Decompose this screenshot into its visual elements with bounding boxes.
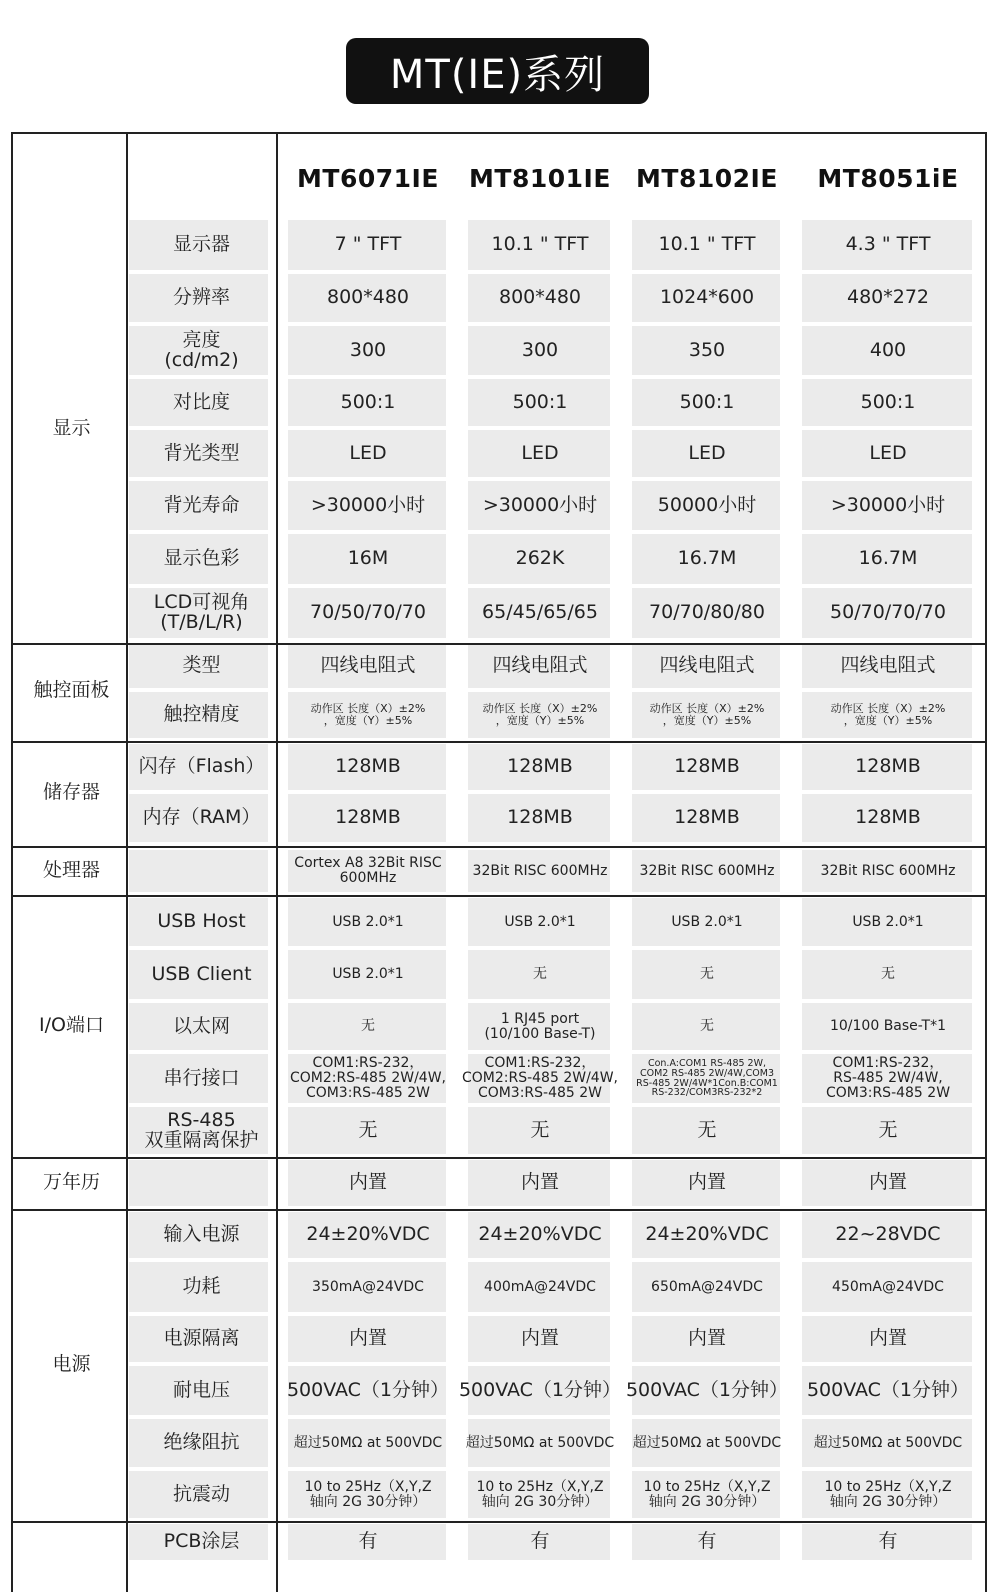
cell-ram-memory-4: 128MB bbox=[855, 806, 921, 829]
cell-power-consumption-3: 650mA@24VDC bbox=[651, 1278, 763, 1295]
group-power: 电源 bbox=[52, 1353, 91, 1376]
cell-lcd-viewing-angle-1: 70/50/70/70 bbox=[310, 601, 426, 624]
cell-input-power-2: 24±20%VDC bbox=[478, 1223, 602, 1246]
cell-touch-accuracy-4: 动作区 长度（X）±2% ，宽度（Y）±5% bbox=[830, 702, 946, 727]
cell-withstand-voltage-1: 500VAC（1分钟） bbox=[286, 1378, 450, 1401]
spec-table bbox=[11, 132, 987, 1592]
cell-processor-4: 32Bit RISC 600MHz bbox=[820, 862, 956, 879]
cell-insulation-resistance-4: 超过50MΩ at 500VDC bbox=[813, 1434, 963, 1451]
cell-usb-host-1: USB 2.0*1 bbox=[332, 913, 404, 930]
cell-usb-client-4: 无 bbox=[881, 966, 895, 983]
cell-touch-accuracy-3: 动作区 长度（X）±2% ，宽度（Y）±5% bbox=[649, 702, 765, 727]
row-label-resolution: 分辨率 bbox=[172, 286, 230, 309]
cell-resolution-4: 480*272 bbox=[846, 286, 930, 309]
cell-power-isolation-1: 内置 bbox=[348, 1327, 387, 1350]
cell-rs485-isolation-3: 无 bbox=[697, 1118, 717, 1141]
row-label-ethernet: 以太网 bbox=[172, 1014, 230, 1037]
cell-ethernet-2: 1 RJ45 port (10/100 Base-T) bbox=[484, 1010, 596, 1042]
cell-rs485-isolation-2: 无 bbox=[530, 1118, 550, 1141]
group-storage: 储存器 bbox=[42, 781, 100, 804]
model-header-3: MT8102IE bbox=[636, 163, 778, 193]
cell-resolution-1: 800*480 bbox=[326, 286, 410, 309]
model-header-4: MT8051iE bbox=[817, 163, 959, 193]
cell-touch-type-2: 四线电阻式 bbox=[492, 654, 588, 677]
cell-ethernet-1: 无 bbox=[361, 1018, 375, 1035]
cell-power-isolation-3: 内置 bbox=[687, 1327, 726, 1350]
cell-rtc-4: 内置 bbox=[868, 1171, 907, 1194]
cell-lcd-viewing-angle-2: 65/45/65/65 bbox=[482, 601, 598, 624]
cell-display-size-1: 7 " TFT bbox=[334, 233, 402, 256]
row-label-input-power: 输入电源 bbox=[163, 1223, 240, 1246]
row-label-display-colors: 显示色彩 bbox=[163, 547, 240, 570]
cell-rtc-3: 内置 bbox=[687, 1171, 726, 1194]
cell-display-size-4: 4.3 " TFT bbox=[845, 233, 931, 256]
cell-serial-ports-2: COM1:RS-232， COM2:RS-485 2W/4W, COM3:RS-485 2W bbox=[461, 1055, 618, 1101]
cell-display-size-2: 10.1 " TFT bbox=[491, 233, 589, 256]
group-io: I/O端口 bbox=[39, 1014, 104, 1037]
group-touch: 触控面板 bbox=[33, 679, 110, 702]
cell-touch-accuracy-1: 动作区 长度（X）±2% ，宽度（Y）±5% bbox=[310, 702, 426, 727]
cell-usb-client-2: 无 bbox=[533, 966, 547, 983]
cell-insulation-resistance-2: 超过50MΩ at 500VDC bbox=[465, 1434, 615, 1451]
cell-display-size-3: 10.1 " TFT bbox=[658, 233, 756, 256]
group-rtc: 万年历 bbox=[42, 1171, 100, 1194]
cell-processor-1: Cortex A8 32Bit RISC 600MHz bbox=[294, 855, 442, 886]
row-label-usb-client: USB Client bbox=[151, 962, 252, 985]
cell-power-consumption-1: 350mA@24VDC bbox=[312, 1278, 424, 1295]
cell-power-isolation-4: 内置 bbox=[868, 1327, 907, 1350]
cell-ram-memory-1: 128MB bbox=[335, 806, 401, 829]
cell-flash-memory-1: 128MB bbox=[335, 755, 401, 778]
row-label-ram-memory: 内存（RAM） bbox=[142, 806, 261, 829]
cell-ethernet-3: 无 bbox=[700, 1018, 714, 1035]
cell-touch-accuracy-2: 动作区 长度（X）±2% ，宽度（Y）±5% bbox=[482, 702, 598, 727]
cell-usb-client-3: 无 bbox=[700, 966, 714, 983]
cell-backlight-life-1: >30000小时 bbox=[310, 493, 426, 516]
cell-touch-type-4: 四线电阻式 bbox=[840, 654, 936, 677]
cell-usb-client-1: USB 2.0*1 bbox=[332, 966, 404, 983]
cell-lcd-viewing-angle-4: 50/70/70/70 bbox=[830, 601, 946, 624]
row-label-processor bbox=[127, 848, 276, 894]
model-header-2: MT8101IE bbox=[469, 163, 611, 193]
cell-backlight-type-4: LED bbox=[869, 441, 907, 464]
row-label-lcd-viewing-angle: LCD可视角 (T/B/L/R) bbox=[153, 591, 250, 633]
cell-pcb-coating-1: 有 bbox=[358, 1530, 378, 1553]
cell-pcb-coating-2: 有 bbox=[530, 1530, 550, 1553]
cell-flash-memory-2: 128MB bbox=[507, 755, 573, 778]
cell-backlight-life-3: 50000小时 bbox=[657, 493, 757, 516]
cell-withstand-voltage-2: 500VAC（1分钟） bbox=[458, 1378, 622, 1401]
row-label-flash-memory: 闪存（Flash） bbox=[138, 755, 265, 778]
row-label-pcb-coating: PCB涂层 bbox=[163, 1530, 240, 1553]
cell-serial-ports-4: COM1:RS-232， RS-485 2W/4W, COM3:RS-485 2W bbox=[825, 1055, 951, 1101]
cell-brightness-4: 400 bbox=[869, 338, 907, 361]
cell-vibration-4: 10 to 25Hz（X,Y,Z 轴向 2G 30分钟） bbox=[824, 1478, 952, 1510]
row-label-serial-ports: 串行接口 bbox=[163, 1066, 240, 1089]
cell-backlight-type-2: LED bbox=[521, 441, 559, 464]
row-label-brightness: 亮度 (cd/m2) bbox=[164, 328, 239, 371]
cell-input-power-1: 24±20%VDC bbox=[306, 1223, 430, 1246]
cell-backlight-type-3: LED bbox=[688, 441, 726, 464]
row-label-touch-accuracy: 触控精度 bbox=[163, 703, 240, 726]
row-label-touch-type: 类型 bbox=[182, 654, 221, 677]
cell-rs485-isolation-4: 无 bbox=[878, 1118, 898, 1141]
cell-backlight-type-1: LED bbox=[349, 441, 387, 464]
page-title: MT(IE)系列 bbox=[346, 38, 649, 104]
cell-touch-type-3: 四线电阻式 bbox=[659, 654, 755, 677]
cell-flash-memory-4: 128MB bbox=[855, 755, 921, 778]
group-cpu: 处理器 bbox=[42, 859, 100, 882]
cell-input-power-3: 24±20%VDC bbox=[645, 1223, 769, 1246]
cell-rtc-1: 内置 bbox=[348, 1171, 387, 1194]
row-label-rs485-isolation: RS-485 双重隔离保护 bbox=[144, 1108, 259, 1151]
row-label-power-consumption: 功耗 bbox=[182, 1275, 221, 1298]
cell-backlight-life-4: >30000小时 bbox=[830, 493, 946, 516]
cell-processor-2: 32Bit RISC 600MHz bbox=[472, 862, 608, 879]
cell-brightness-2: 300 bbox=[521, 338, 559, 361]
cell-vibration-1: 10 to 25Hz（X,Y,Z 轴向 2G 30分钟） bbox=[304, 1478, 432, 1510]
cell-display-colors-1: 16M bbox=[347, 547, 389, 570]
cell-display-colors-2: 262K bbox=[515, 547, 565, 570]
cell-pcb-coating-3: 有 bbox=[697, 1530, 717, 1553]
cell-insulation-resistance-3: 超过50MΩ at 500VDC bbox=[632, 1434, 782, 1451]
row-label-display-size: 显示器 bbox=[172, 233, 230, 256]
row-label-rtc bbox=[127, 1158, 276, 1208]
cell-backlight-life-2: >30000小时 bbox=[482, 493, 598, 516]
row-label-usb-host: USB Host bbox=[157, 910, 246, 933]
row-label-backlight-life: 背光寿命 bbox=[163, 493, 240, 516]
group-display: 显示 bbox=[52, 417, 91, 440]
cell-power-consumption-4: 450mA@24VDC bbox=[832, 1278, 944, 1295]
row-label-vibration: 抗震动 bbox=[172, 1482, 230, 1505]
cell-display-colors-3: 16.7M bbox=[677, 547, 737, 570]
cell-usb-host-3: USB 2.0*1 bbox=[671, 913, 743, 930]
cell-rs485-isolation-1: 无 bbox=[358, 1118, 378, 1141]
cell-processor-3: 32Bit RISC 600MHz bbox=[639, 862, 775, 879]
cell-withstand-voltage-3: 500VAC（1分钟） bbox=[625, 1378, 789, 1401]
cell-serial-ports-1: COM1:RS-232， COM2:RS-485 2W/4W, COM3:RS-485 2W bbox=[289, 1055, 446, 1101]
cell-display-colors-4: 16.7M bbox=[858, 547, 918, 570]
cell-vibration-3: 10 to 25Hz（X,Y,Z 轴向 2G 30分钟） bbox=[643, 1478, 771, 1510]
cell-resolution-2: 800*480 bbox=[498, 286, 582, 309]
cell-ethernet-4: 10/100 Base-T*1 bbox=[829, 1018, 947, 1035]
cell-usb-host-4: USB 2.0*1 bbox=[852, 913, 924, 930]
cell-pcb-coating-4: 有 bbox=[878, 1530, 898, 1553]
row-label-insulation-resistance: 绝缘阻抗 bbox=[163, 1431, 240, 1454]
row-label-power-isolation: 电源隔离 bbox=[163, 1327, 240, 1350]
cell-power-consumption-2: 400mA@24VDC bbox=[484, 1278, 596, 1295]
cell-resolution-3: 1024*600 bbox=[659, 286, 755, 309]
cell-serial-ports-3: Con.A:COM1 RS-485 2W, COM2 RS-485 2W/4W,COM3 RS-485 2W/4W*1Con.B:COM1 RS-232/COM3RS-232*2 bbox=[636, 1057, 778, 1099]
cell-contrast-1: 500:1 bbox=[340, 390, 396, 413]
cell-rtc-2: 内置 bbox=[520, 1171, 559, 1194]
cell-contrast-2: 500:1 bbox=[512, 390, 568, 413]
cell-flash-memory-3: 128MB bbox=[674, 755, 740, 778]
cell-usb-host-2: USB 2.0*1 bbox=[504, 913, 576, 930]
cell-contrast-3: 500:1 bbox=[679, 390, 735, 413]
cell-vibration-2: 10 to 25Hz（X,Y,Z 轴向 2G 30分钟） bbox=[476, 1478, 604, 1510]
row-label-withstand-voltage: 耐电压 bbox=[172, 1378, 230, 1401]
model-header-1: MT6071IE bbox=[297, 163, 439, 193]
cell-input-power-4: 22~28VDC bbox=[835, 1223, 941, 1246]
cell-lcd-viewing-angle-3: 70/70/80/80 bbox=[649, 601, 765, 624]
cell-power-isolation-2: 内置 bbox=[520, 1327, 559, 1350]
row-label-backlight-type: 背光类型 bbox=[163, 441, 240, 464]
cell-contrast-4: 500:1 bbox=[860, 390, 916, 413]
cell-ram-memory-2: 128MB bbox=[507, 806, 573, 829]
cell-ram-memory-3: 128MB bbox=[674, 806, 740, 829]
cell-brightness-3: 350 bbox=[688, 338, 726, 361]
cell-insulation-resistance-1: 超过50MΩ at 500VDC bbox=[293, 1434, 443, 1451]
row-label-contrast: 对比度 bbox=[172, 390, 230, 413]
cell-touch-type-1: 四线电阻式 bbox=[320, 654, 416, 677]
cell-brightness-1: 300 bbox=[349, 338, 387, 361]
cell-withstand-voltage-4: 500VAC（1分钟） bbox=[806, 1378, 970, 1401]
